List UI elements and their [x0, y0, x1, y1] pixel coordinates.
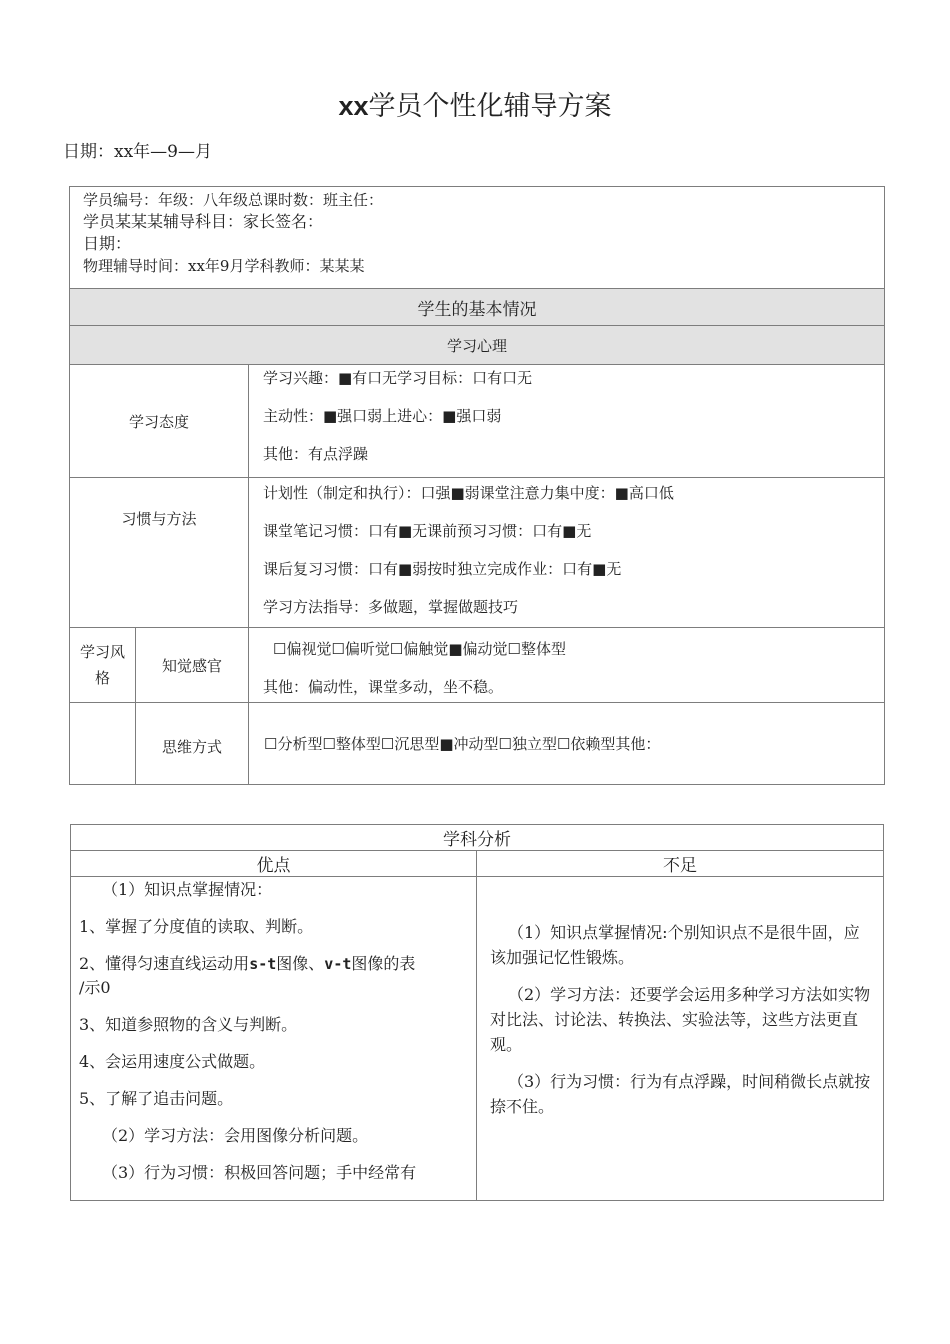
strength-item: （3）行为习惯：积极回答问题；手中经常有	[102, 1163, 417, 1182]
strength-item: /示0	[79, 978, 111, 997]
strengths-header: 优点	[71, 851, 477, 877]
habits-line-4: 学习方法指导：多做题，掌握做题技巧	[263, 598, 519, 616]
psychology-header: 学习心理	[70, 326, 885, 365]
strength-item: （1）知识点掌握情况：	[102, 880, 273, 899]
strength-item: 2、懂得匀速直线运动用s-t图像、v-t图像的表	[79, 954, 416, 973]
weakness-item: （3）行为习惯：行为有点浮躁，时间稍微长点就按捺不住。	[490, 1072, 871, 1116]
weaknesses-header: 不足	[477, 851, 884, 877]
weakness-item: （1）知识点掌握情况:个别知识点不是很牛固，应该加强记忆性锻炼。	[490, 923, 860, 967]
attitude-line-1: 学习兴趣：■有口无学习目标：口有口无	[263, 369, 533, 387]
weaknesses-content	[477, 877, 884, 1201]
habits-line-1: 计划性（制定和执行）：口强■弱课堂注意力集中度：■高口低	[263, 484, 674, 502]
strengths-content	[71, 877, 477, 1201]
info-line-2: 学员某某某辅导科目：家长签名：	[83, 212, 324, 231]
analysis-header: 学科分析	[71, 825, 884, 851]
style-empty-cell	[70, 703, 136, 785]
style-label: 学习风格	[70, 628, 136, 703]
attitude-label: 学习态度	[70, 365, 249, 478]
perception-label: 知觉感官	[136, 628, 249, 703]
strength-item: 3、知道参照物的含义与判断。	[79, 1015, 298, 1034]
basic-section-header: 学生的基本情况	[70, 289, 885, 326]
thinking-content: ☐分析型☐整体型☐沉思型■冲动型☐独立型☐依赖型其他：	[249, 703, 885, 785]
habits-label: 习惯与方法	[70, 478, 249, 628]
strength-item: （2）学习方法：会用图像分析问题。	[102, 1126, 369, 1145]
strength-item: 1、掌握了分度值的读取、判断。	[79, 917, 314, 936]
attitude-line-2: 主动性：■强口弱上进心：■强口弱	[263, 407, 502, 425]
habits-content	[249, 478, 885, 628]
info-line-4: 物理辅导时间：xx年9月学科教师：某某某	[83, 257, 365, 275]
subject-analysis-table	[70, 824, 884, 1201]
weakness-item: （2）学习方法：还要学会运用多种学习方法如实物对比法、讨论法、转换法、实验法等，这些方法更直观。	[490, 985, 871, 1054]
perception-line-2: 其他：偏动性，课堂多动，坐不稳。	[263, 678, 504, 696]
attitude-content	[249, 365, 885, 478]
basic-info-table	[69, 186, 885, 785]
perception-line-1: ☐偏视觉☐偏听觉☐偏触觉■偏动觉☐整体型	[273, 640, 566, 658]
attitude-line-3: 其他：有点浮躁	[263, 445, 369, 463]
info-line-1: 学员编号：年级：八年级总课时数：班主任：	[83, 191, 384, 209]
date-line: 日期：xx年—9—月	[63, 142, 212, 162]
habits-line-3: 课后复习习惯：口有■弱按时独立完成作业：口有■无	[263, 560, 622, 578]
habits-line-2: 课堂笔记习惯：口有■无课前预习习惯：口有■无	[263, 522, 592, 540]
info-line-3: 日期：	[83, 234, 132, 253]
student-info-cell	[70, 187, 885, 289]
strength-item: 4、会运用速度公式做题。	[79, 1052, 266, 1071]
strength-item: 5、了解了追击问题。	[79, 1089, 234, 1108]
perception-content	[249, 628, 885, 703]
page-title: xx学员个性化辅导方案	[338, 91, 612, 122]
thinking-label: 思维方式	[136, 703, 249, 785]
